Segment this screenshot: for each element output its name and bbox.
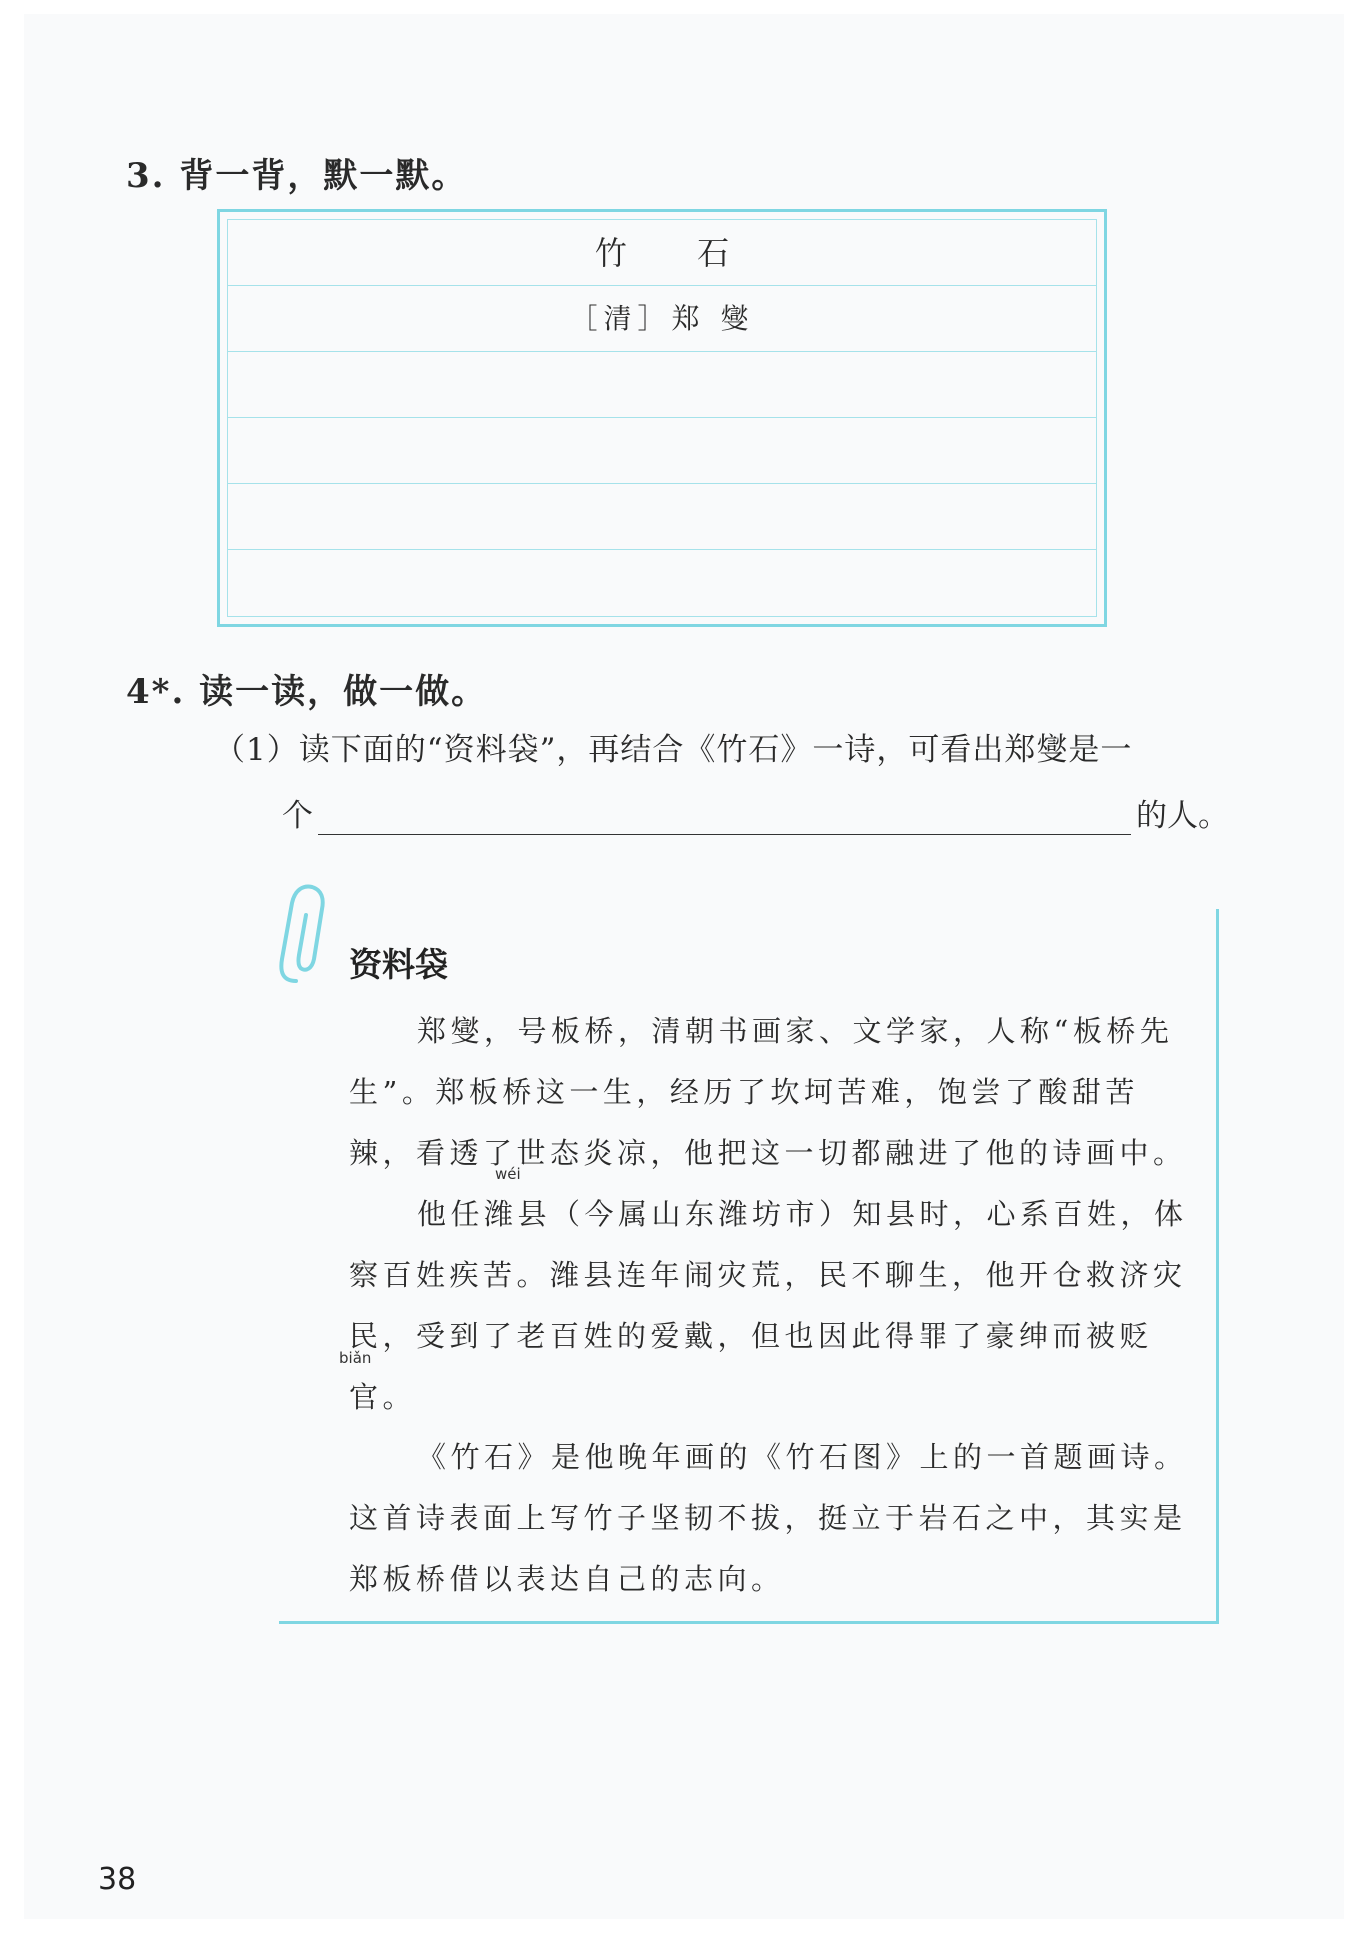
info-paragraph: 郑燮，号板桥，清朝书画家、文学家，人称“板桥先生”。郑板桥这一生，经历了坎坷苦难，饱尝了酸甜苦辣，看透了世态炎凉，他把这一切都融进了他的诗画中。	[349, 1014, 1187, 1170]
pinyin-annotation: wéi	[495, 1165, 521, 1183]
writing-line[interactable]	[228, 550, 1096, 616]
paperclip-icon	[274, 881, 336, 986]
recitation-lines	[227, 219, 1097, 617]
info-bag	[279, 889, 1219, 1624]
writing-line[interactable]	[228, 418, 1096, 484]
question-4-1-text: （1）读下面的“资料袋”，再结合《竹石》一诗，可看出郑燮是一	[214, 732, 1133, 768]
writing-line[interactable]	[228, 352, 1096, 418]
writing-line[interactable]	[228, 484, 1096, 550]
info-border-bottom	[279, 1621, 1219, 1624]
info-paragraph: 他任潍县（今属山东潍坊市）知县时，心系百姓，体察百姓疾苦。潍县连年闹灾荒，民不聊生，他开仓救济灾民，受到了老百姓的爱戴，但也因此得罪了豪绅而被贬官。	[349, 1197, 1188, 1414]
page-number: 38	[98, 1862, 137, 1897]
question-4-1-suffix: 的人。	[1136, 798, 1229, 834]
question-4-title: 4*. 读一读，做一做。	[126, 672, 488, 712]
poem-title: 竹 石	[594, 234, 760, 272]
question-4-1-prefix: 个	[282, 798, 313, 834]
pinyin-annotation: biǎn	[339, 1349, 372, 1367]
poem-author: ［清］郑 燮	[569, 302, 755, 335]
question-3-title: 3. 背一背，默一默。	[126, 156, 468, 196]
recitation-box	[217, 209, 1107, 627]
info-paragraph: 《竹石》是他晚年画的《竹石图》上的一首题画诗。这首诗表面上写竹子坚韧不拔，挺立于岩石之中，其实是郑板桥借以表达自己的志向。	[349, 1440, 1188, 1596]
answer-blank[interactable]	[318, 834, 1131, 835]
info-border-right	[1216, 909, 1219, 1624]
workbook-page	[24, 14, 1344, 1919]
info-title: 资料袋	[349, 945, 448, 984]
